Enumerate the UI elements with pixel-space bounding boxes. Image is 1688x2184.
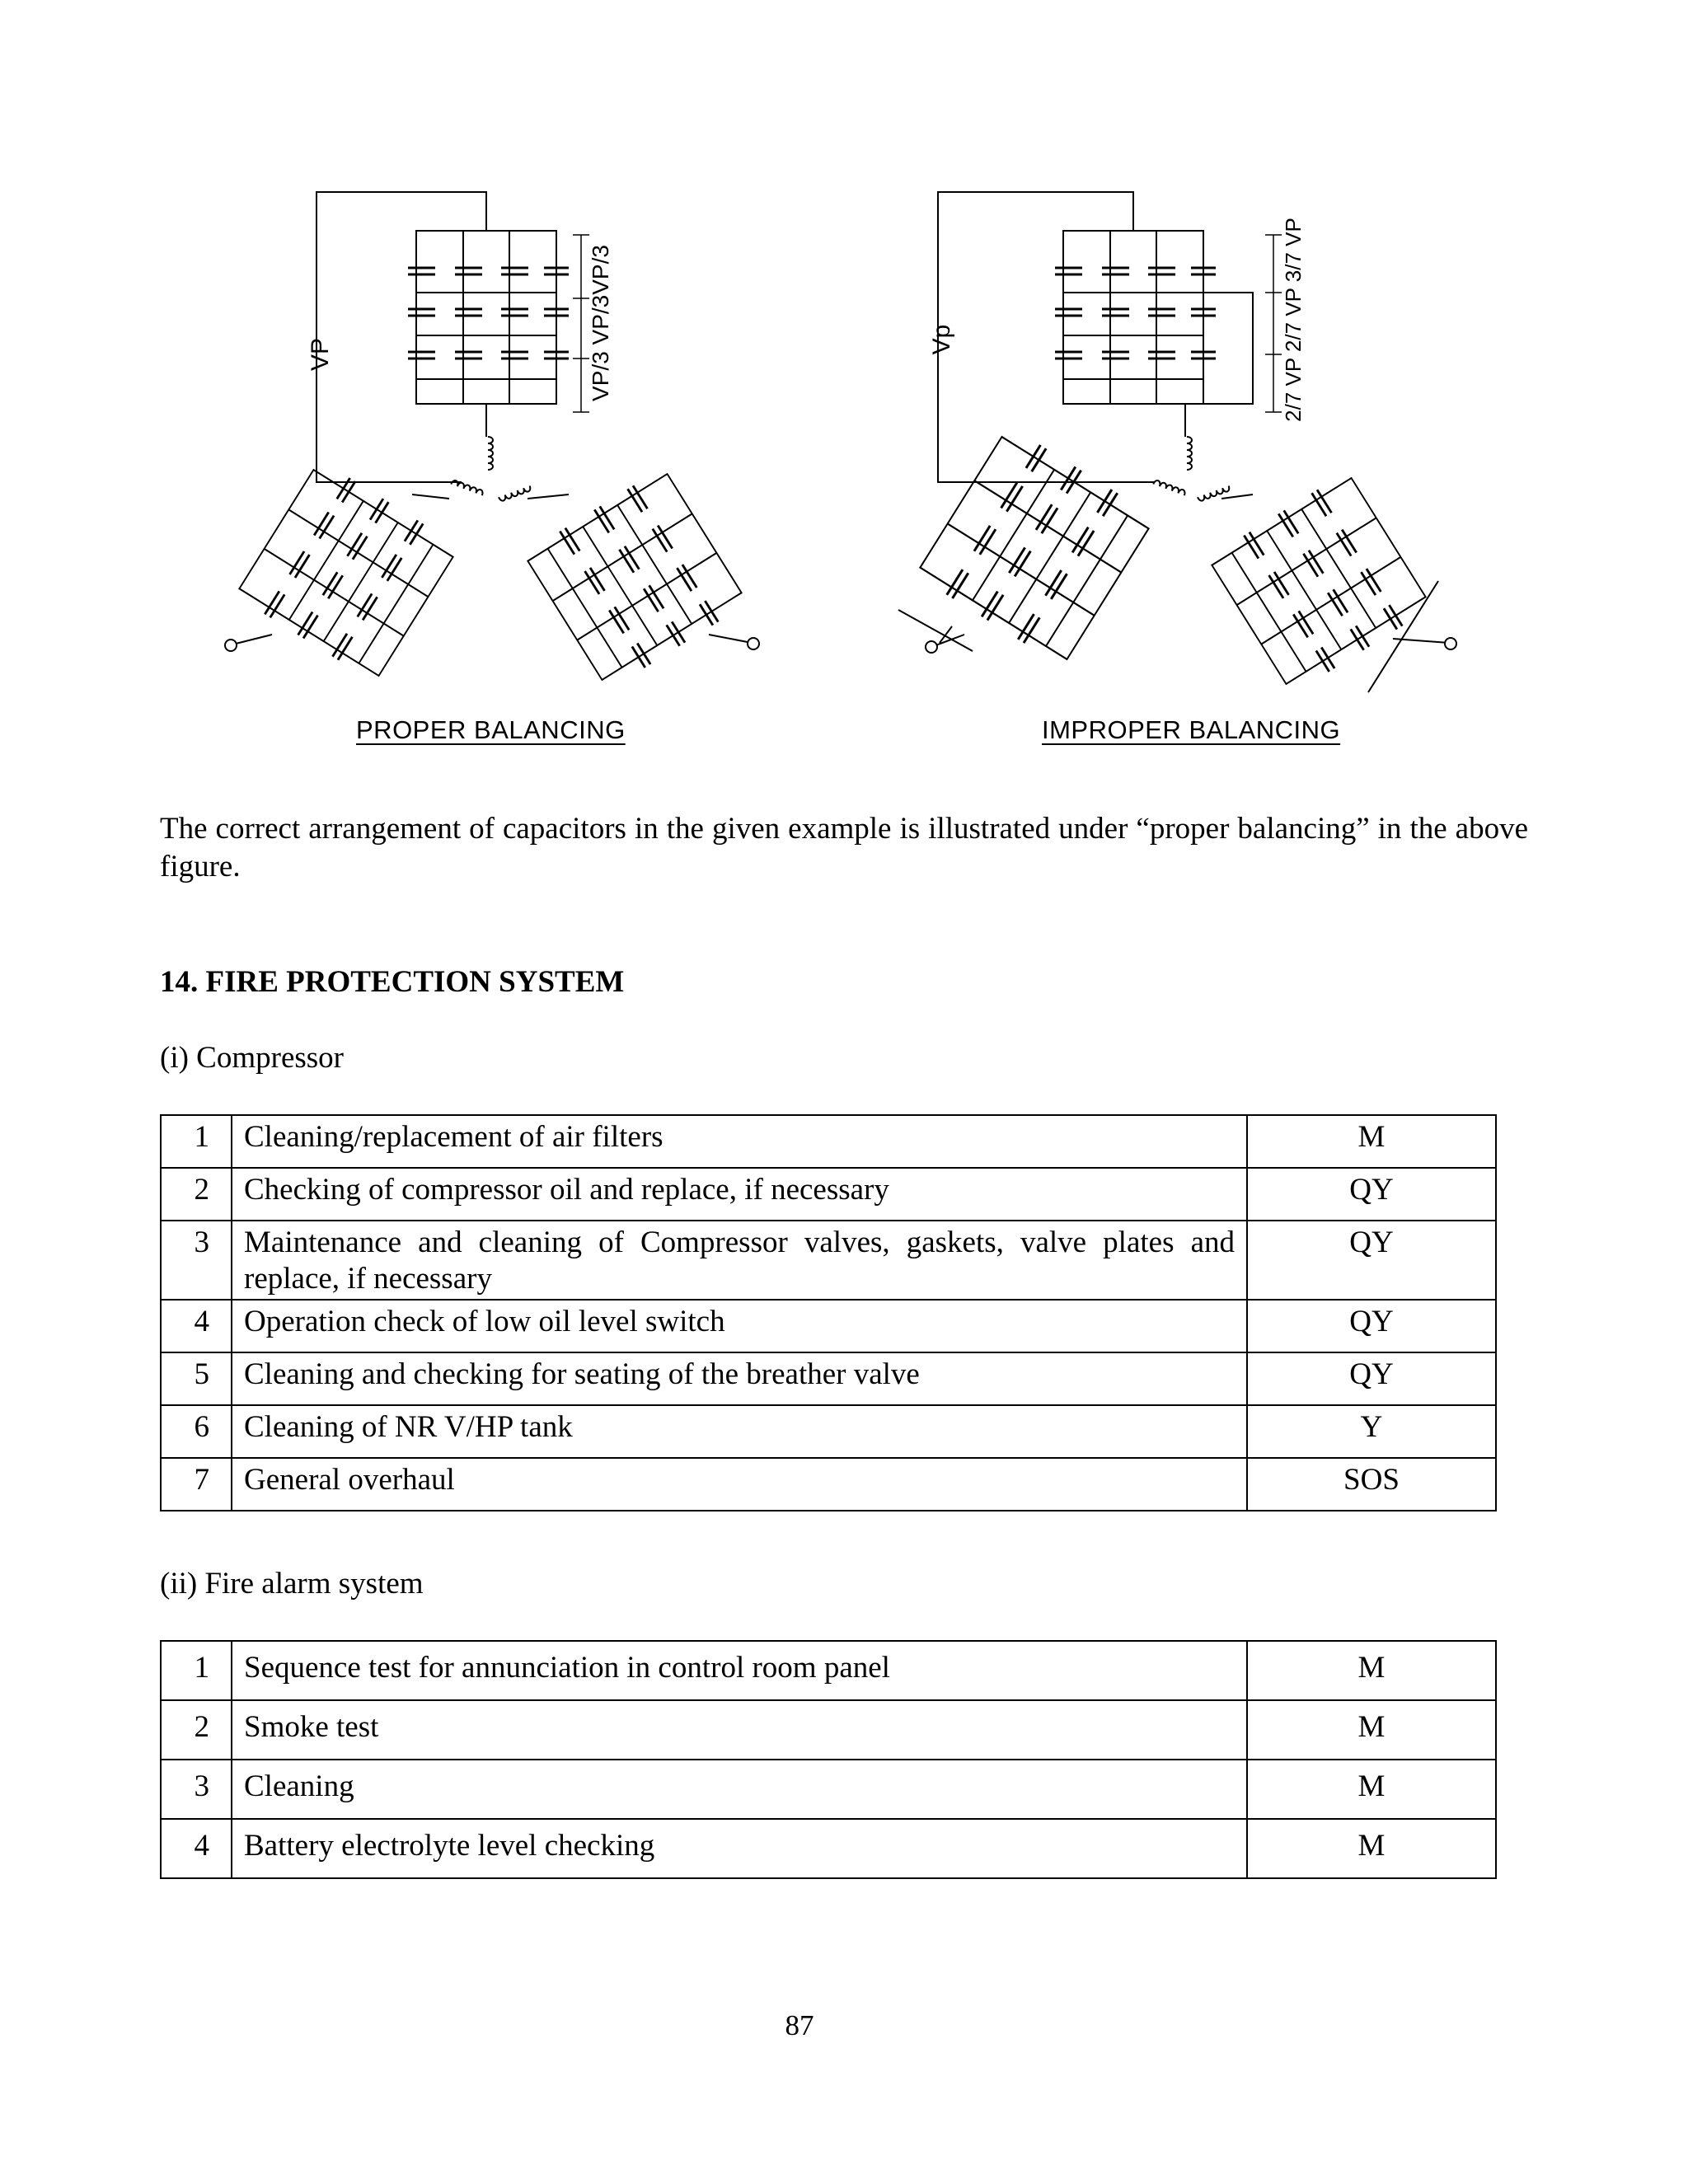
fire-alarm-subheading: (ii) Fire alarm system: [160, 1567, 424, 1601]
task-description: Battery electrolyte level checking: [232, 1819, 1247, 1878]
table-row: [161, 1168, 1496, 1221]
proper-balancing-diagram: [225, 192, 759, 691]
task-description: Cleaning of NR V/HP tank: [232, 1405, 1247, 1458]
task-description: Maintenance and cleaning of Compressor valves, gaskets, valve plates and replace, if necessary: [232, 1221, 1247, 1300]
proper-balancing-caption: PROPER BALANCING: [356, 715, 626, 744]
task-description: Checking of compressor oil and replace, if necessary: [232, 1168, 1247, 1221]
row-number: 3: [161, 1760, 232, 1819]
compressor-maintenance-table: [160, 1114, 1497, 1511]
table-row: [161, 1221, 1496, 1300]
row-number: 5: [161, 1352, 232, 1405]
improper-balancing-diagram: [898, 192, 1456, 695]
row-number: 2: [161, 1700, 232, 1760]
task-description: Cleaning: [232, 1760, 1247, 1819]
task-frequency: M: [1247, 1819, 1496, 1878]
task-frequency: Y: [1247, 1405, 1496, 1458]
table-row: [161, 1641, 1496, 1700]
task-description: Operation check of low oil level switch: [232, 1300, 1247, 1352]
task-frequency: QY: [1247, 1300, 1496, 1352]
table-row: [161, 1405, 1496, 1458]
task-description: General overhaul: [232, 1458, 1247, 1511]
task-frequency: SOS: [1247, 1458, 1496, 1511]
left-voltage-split-label: VP/3 VP/3VP/3: [588, 245, 613, 401]
table-row: [161, 1300, 1496, 1352]
page-number: 87: [785, 2009, 814, 2041]
left-vp-label: VP: [307, 337, 334, 372]
task-frequency: M: [1247, 1760, 1496, 1819]
row-number: 2: [161, 1168, 232, 1221]
row-number: 4: [161, 1300, 232, 1352]
row-number: 4: [161, 1819, 232, 1878]
table-row: [161, 1115, 1496, 1168]
task-frequency: M: [1247, 1115, 1496, 1168]
fire-alarm-maintenance-table: [160, 1640, 1497, 1879]
row-number: 3: [161, 1221, 232, 1300]
row-number: 1: [161, 1641, 232, 1700]
task-frequency: QY: [1247, 1221, 1496, 1300]
task-description: Smoke test: [232, 1700, 1247, 1760]
task-description: Cleaning/replacement of air filters: [232, 1115, 1247, 1168]
row-number: 6: [161, 1405, 232, 1458]
row-number: 7: [161, 1458, 232, 1511]
task-frequency: M: [1247, 1641, 1496, 1700]
task-description: Cleaning and checking for seating of the breather valve: [232, 1352, 1247, 1405]
right-vp-label: Vp: [928, 324, 955, 355]
table-row: [161, 1819, 1496, 1878]
row-number: 1: [161, 1115, 232, 1168]
table-row: [161, 1458, 1496, 1511]
task-frequency: M: [1247, 1700, 1496, 1760]
capacitor-balancing-figure: [0, 0, 1688, 791]
right-voltage-split-label: 2/7 VP 2/7 VP 3/7 VP: [1281, 218, 1306, 422]
table-row: [161, 1352, 1496, 1405]
section-heading: 14. FIRE PROTECTION SYSTEM: [160, 965, 625, 999]
table-row: [161, 1700, 1496, 1760]
table-row: [161, 1760, 1496, 1819]
improper-balancing-caption: IMPROPER BALANCING: [1042, 715, 1341, 744]
task-frequency: QY: [1247, 1168, 1496, 1221]
task-description: Sequence test for annunciation in control room panel: [232, 1641, 1247, 1700]
figure-explanation-paragraph: The correct arrangement of capacitors in the given example is illustrated under “proper balancing” in the above figure.: [160, 812, 1528, 883]
task-frequency: QY: [1247, 1352, 1496, 1405]
compressor-subheading: (i) Compressor: [160, 1041, 344, 1075]
